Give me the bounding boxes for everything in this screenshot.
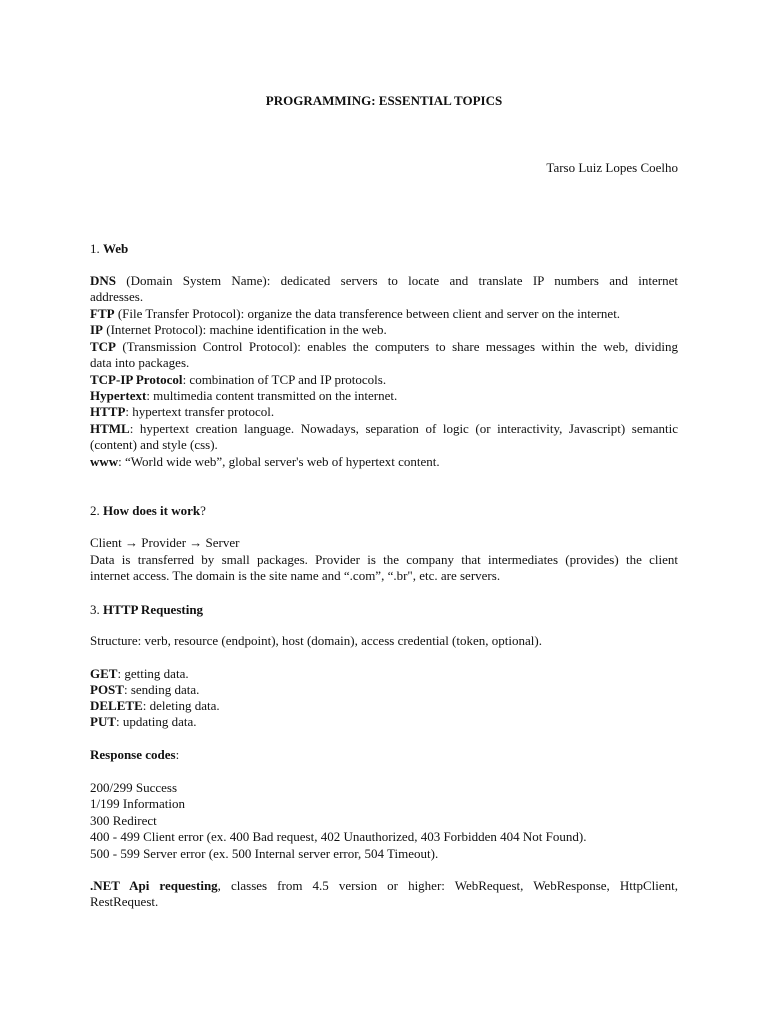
structure-text: Structure: verb, resource (endpoint), host (domain), access credential (token, optional).	[90, 633, 542, 648]
section-1-heading	[90, 241, 678, 257]
section-3-heading	[90, 602, 678, 618]
term: Hypertext	[90, 388, 147, 403]
term: POST	[90, 682, 124, 697]
flow-text: Client → Provider → Server	[90, 535, 240, 550]
html-definition	[90, 421, 678, 437]
section-number: 2.	[90, 503, 100, 518]
definition: : multimedia content transmitted on the internet.	[146, 388, 398, 403]
paragraph-line: Data is transferred by small packages. Provider is the company that intermediates (provides) the client	[90, 552, 678, 567]
section-number: 1.	[90, 241, 100, 256]
term: DELETE	[90, 698, 143, 713]
term: HTTP	[90, 404, 126, 419]
definition: : getting data.	[117, 666, 189, 681]
term: DNS	[90, 273, 117, 288]
verb-post	[90, 682, 678, 698]
paragraph-line: internet access. The domain is the site name and “.com”, “.br", etc. are servers.	[90, 568, 501, 583]
term: .NET Api requesting	[90, 878, 218, 893]
verb-put	[90, 714, 678, 730]
html-definition-cont: (content) and style (css).	[90, 437, 218, 452]
definition: : updating data.	[116, 714, 197, 729]
term: PUT	[90, 714, 116, 729]
response-code: 1/199 Information	[90, 796, 185, 811]
response-code: 500 - 599 Server error (ex. 500 Internal server error, 504 Timeout).	[90, 846, 439, 861]
section-title-suffix: ?	[200, 503, 206, 518]
tcp-definition-cont: data into packages.	[90, 355, 190, 370]
section-title: How does it work	[103, 503, 201, 518]
term: TCP	[90, 339, 116, 354]
www-definition	[90, 454, 678, 470]
dotnet-paragraph	[90, 878, 678, 894]
dotnet-paragraph-cont: RestRequest.	[90, 894, 159, 909]
section-title: HTTP Requesting	[103, 602, 204, 617]
dns-definition	[90, 273, 678, 289]
http-definition	[90, 404, 678, 420]
definition: (Transmission Control Protocol): enables the computers to share messages within the web, dividing	[122, 339, 678, 354]
definition: , classes from 4.5 version or higher: WebRequest, WebResponse, HttpClient,	[217, 878, 678, 893]
term: HTML	[90, 421, 130, 436]
dns-definition-cont: addresses.	[90, 289, 144, 304]
response-code: 300 Redirect	[90, 813, 157, 828]
section-number: 3.	[90, 602, 100, 617]
document-author: Tarso Luiz Lopes Coelho	[546, 160, 678, 175]
definition: : sending data.	[123, 682, 200, 697]
definition: : hypertext creation language. Nowadays, separation of logic (or interactivity, Javascript) semantic	[129, 421, 678, 436]
section-2-heading	[90, 503, 678, 519]
definition: (Internet Protocol): machine identification in the web.	[106, 322, 387, 337]
term: GET	[90, 666, 118, 681]
subheading-suffix: :	[175, 747, 180, 762]
definition: (File Transfer Protocol): organize the data transference between client and server on the internet.	[117, 306, 621, 321]
tcpip-definition	[90, 372, 678, 388]
term: www	[90, 454, 119, 469]
tcp-definition	[90, 339, 678, 355]
response-code: 400 - 499 Client error (ex. 400 Bad request, 402 Unauthorized, 403 Forbidden 404 Not Found).	[90, 829, 587, 844]
definition: : deleting data.	[142, 698, 220, 713]
definition: : hypertext transfer protocol.	[125, 404, 275, 419]
document-title: PROGRAMMING: ESSENTIAL TOPICS	[265, 93, 503, 108]
response-codes-heading	[90, 747, 678, 763]
term: FTP	[90, 306, 115, 321]
subheading: Response codes	[90, 747, 176, 762]
definition: : “World wide web”, global server's web of hypertext content.	[118, 454, 440, 469]
hypertext-definition	[90, 388, 678, 404]
term: IP	[90, 322, 103, 337]
verb-get	[90, 666, 678, 682]
section-title: Web	[103, 241, 129, 256]
response-code: 200/299 Success	[90, 780, 178, 795]
definition: (Domain System Name): dedicated servers to locate and translate IP numbers and internet	[126, 273, 678, 288]
ip-definition	[90, 322, 678, 338]
definition: : combination of TCP and IP protocols.	[182, 372, 387, 387]
ftp-definition	[90, 306, 678, 322]
term: TCP-IP Protocol	[90, 372, 183, 387]
verb-delete	[90, 698, 678, 714]
